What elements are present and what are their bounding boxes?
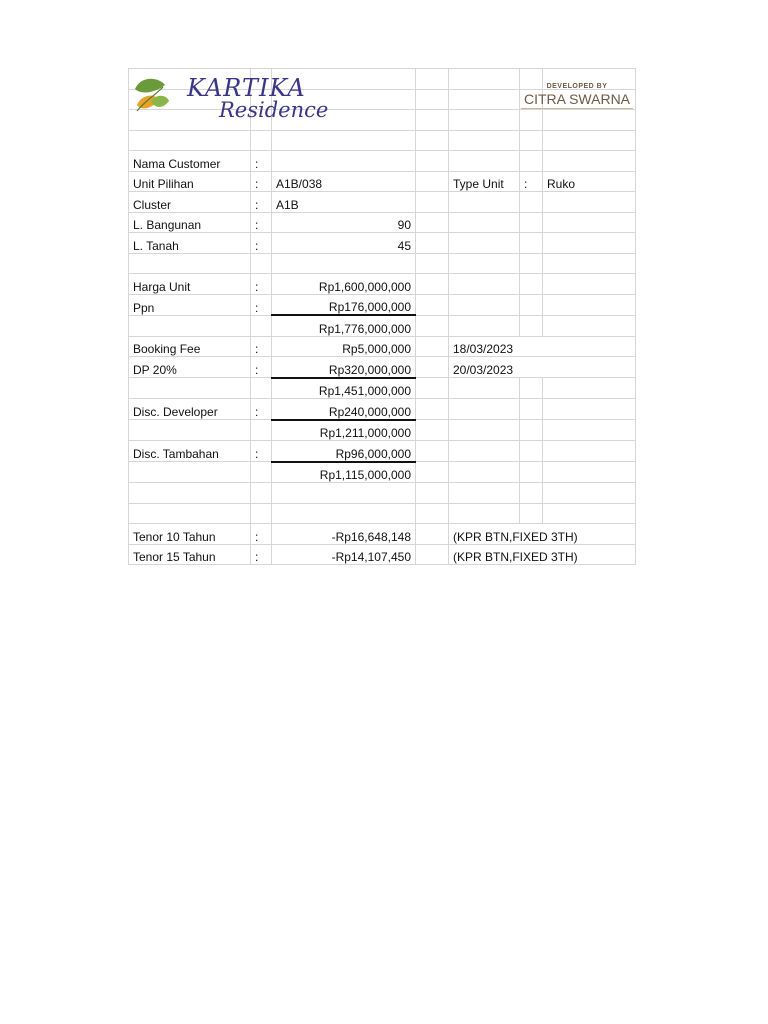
table-row — [129, 233, 636, 254]
ppn-value: Rp176,000,000 — [272, 294, 416, 315]
colon: : — [251, 294, 272, 315]
subtotal-value: Rp1,451,000,000 — [272, 378, 416, 399]
kartika-leaf-logo-icon — [131, 71, 171, 121]
harga-unit-value: Rp1,600,000,000 — [272, 274, 416, 295]
tenor-10-value: -Rp16,648,148 — [272, 524, 416, 545]
tenor-15-note: (KPR BTN,FIXED 3TH) — [449, 544, 636, 565]
colon: : — [520, 171, 543, 192]
l-bangunan-value: 90 — [272, 212, 416, 233]
table-row — [129, 151, 636, 172]
dp-label: DP 20% — [129, 357, 251, 378]
table-row — [129, 212, 636, 233]
disc-tambahan-value: Rp96,000,000 — [272, 441, 416, 462]
colon: : — [251, 399, 272, 420]
developer-caption: DEVELOPED BY — [546, 83, 608, 90]
cluster-label: Cluster — [129, 192, 251, 213]
table-row — [129, 171, 636, 192]
colon: : — [251, 274, 272, 295]
dp-date: 20/03/2023 — [449, 357, 636, 378]
blank-row — [129, 483, 636, 504]
table-row — [129, 441, 636, 462]
table-row — [129, 462, 636, 483]
price-sheet — [128, 68, 636, 565]
tenor-15-value: -Rp14,107,450 — [272, 544, 416, 565]
colon: : — [251, 212, 272, 233]
logo-brand: KARTIKA — [187, 74, 306, 102]
colon: : — [251, 171, 272, 192]
disc-tambahan-label: Disc. Tambahan — [129, 441, 251, 462]
logo-cell — [129, 69, 631, 122]
table-row — [129, 336, 636, 357]
disc-developer-label: Disc. Developer — [129, 399, 251, 420]
table-row — [129, 294, 636, 315]
table-row — [129, 274, 636, 295]
nama-customer-label: Nama Customer — [129, 151, 251, 172]
blank-row — [129, 130, 636, 151]
table-row — [129, 357, 636, 378]
cluster-value: A1B — [272, 192, 416, 213]
l-tanah-value: 45 — [272, 233, 416, 254]
table-row — [129, 192, 636, 213]
l-bangunan-label: L. Bangunan — [129, 212, 251, 233]
unit-pilihan-value: A1B/038 — [272, 171, 416, 192]
tenor-10-label: Tenor 10 Tahun — [129, 524, 251, 545]
harga-unit-label: Harga Unit — [129, 274, 251, 295]
table-row — [129, 315, 636, 336]
blank-row — [129, 253, 636, 274]
colon: : — [251, 151, 272, 172]
colon: : — [251, 233, 272, 254]
blank-row — [129, 503, 636, 524]
booking-fee-date: 18/03/2023 — [449, 336, 636, 357]
table-row — [129, 378, 636, 399]
table-row — [129, 399, 636, 420]
header-row — [129, 69, 636, 90]
tenor-10-note: (KPR BTN,FIXED 3TH) — [449, 524, 636, 545]
colon: : — [251, 524, 272, 545]
nama-customer-value — [272, 151, 416, 172]
subtotal-value: Rp1,115,000,000 — [272, 462, 416, 483]
disc-developer-value: Rp240,000,000 — [272, 399, 416, 420]
dp-value: Rp320,000,000 — [272, 357, 416, 378]
colon: : — [251, 544, 272, 565]
subtotal-value: Rp1,776,000,000 — [272, 315, 416, 336]
colon: : — [251, 357, 272, 378]
table-row — [129, 544, 636, 565]
type-unit-label: Type Unit — [449, 171, 520, 192]
type-unit-value: Ruko — [543, 171, 636, 192]
booking-fee-value: Rp5,000,000 — [272, 336, 416, 357]
booking-fee-label: Booking Fee — [129, 336, 251, 357]
table-row — [129, 524, 636, 545]
l-tanah-label: L. Tanah — [129, 233, 251, 254]
logo-sub: Residence — [219, 98, 329, 122]
developer-logo — [517, 83, 637, 113]
table-row — [129, 420, 636, 441]
tenor-15-label: Tenor 15 Tahun — [129, 544, 251, 565]
ppn-label: Ppn — [129, 294, 251, 315]
colon: : — [251, 336, 272, 357]
unit-pilihan-label: Unit Pilihan — [129, 171, 251, 192]
colon: : — [251, 441, 272, 462]
subtotal-value: Rp1,211,000,000 — [272, 420, 416, 441]
colon: : — [251, 192, 272, 213]
developer-name: CITRA SWARNA — [523, 91, 631, 107]
